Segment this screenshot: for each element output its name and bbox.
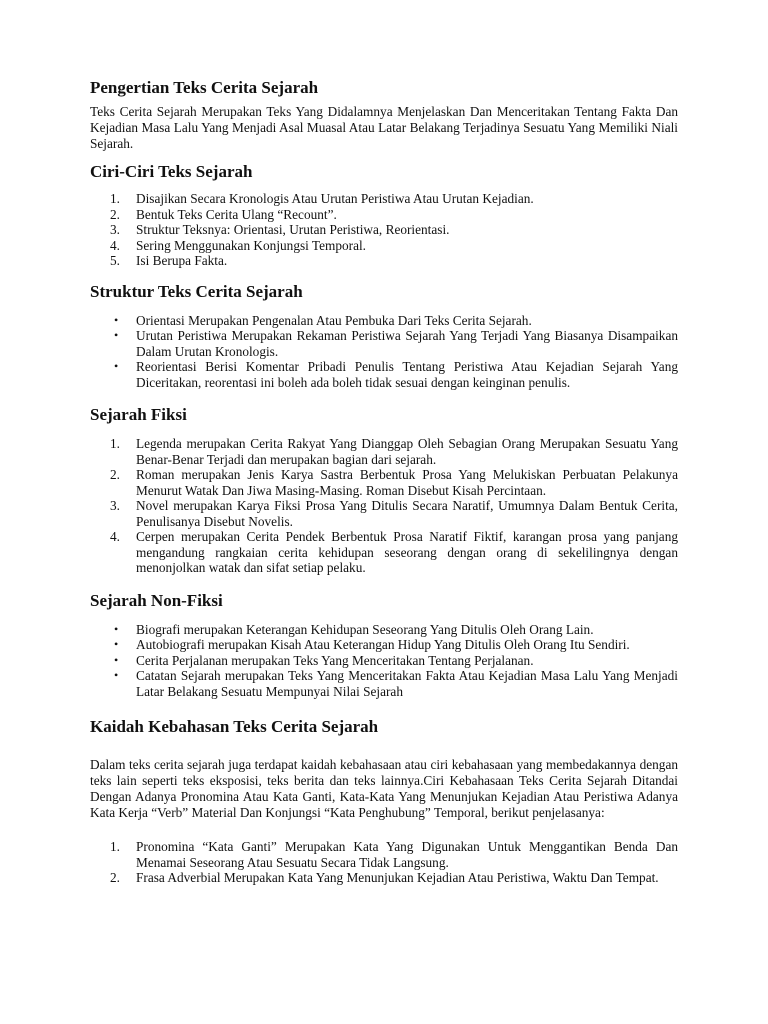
section-paragraph-kaidah-kebahasaan: Dalam teks cerita sejarah juga terdapat kaidah kebahasaan atau ciri kebahasaan yang membedakannya dengan teks lain seperti teks eksposisi, teks berita dan teks lainnya.Ciri Kebahasaan Teks Cerita Sejarah Ditandai Dengan Adanya Pronomina Atau Kata Ganti, Kata-Kata Yang Menunjukan Kejadian Atau Peristiwa Adanya Kata Kerja “Verb” Material Dan Konjungsi “Kata Penghubung” Temporal, berikut penjelasanya: bbox=[90, 757, 678, 820]
list-number: 3. bbox=[110, 498, 120, 513]
list-item bbox=[90, 839, 678, 870]
bullet-marker: • bbox=[114, 637, 119, 651]
list-number: 1. bbox=[110, 436, 120, 451]
list-number: 1. bbox=[110, 839, 120, 854]
bullet-marker: • bbox=[114, 621, 119, 636]
list-item-text: Disajikan Secara Kronologis Atau Urutan Peristiwa Atau Urutan Kejadian. bbox=[136, 191, 534, 206]
bullet-list-sejarah-non-fiksi bbox=[90, 622, 678, 700]
list-item-text: Sering Menggunakan Konjungsi Temporal. bbox=[136, 237, 367, 253]
section-title-struktur: Struktur Teks Cerita Sejarah bbox=[90, 281, 303, 301]
list-item-text: Orientasi Merupakan Pengenalan Atau Pembuka Dari Teks Cerita Sejarah. bbox=[136, 312, 532, 328]
bullet-marker: • bbox=[114, 652, 119, 667]
bullet-list-struktur bbox=[90, 313, 678, 391]
list-number: 2. bbox=[110, 870, 120, 885]
list-number: 3. bbox=[110, 222, 120, 237]
list-number: 2. bbox=[110, 467, 120, 482]
list-number: 4. bbox=[110, 237, 120, 253]
list-item-text: Struktur Teksnya: Orientasi, Urutan Peristiwa, Reorientasi. bbox=[136, 222, 450, 237]
list-item-text: Reorientasi Berisi Komentar Pribadi Penulis Tentang Peristiwa Atau Kejadian Sejarah Yang Diceritakan, reorentasi ini boleh ada boleh tidak sesuai dengan keinginan penulis. bbox=[136, 359, 678, 390]
list-number: 2. bbox=[110, 206, 120, 222]
section-title-kaidah-kebahasaan: Kaidah Kebahasan Teks Cerita Sejarah bbox=[90, 717, 379, 736]
numbered-list-sejarah-fiksi bbox=[90, 436, 678, 576]
list-item-text: Autobiografi merupakan Kisah Atau Keterangan Hidup Yang Ditulis Oleh Orang Itu Sendiri. bbox=[136, 637, 630, 652]
list-item-text: Pronomina “Kata Ganti” Merupakan Kata Yang Digunakan Untuk Menggantikan Benda Dan Menamai Seseorang Atau Sesuatu Secara Tidak Langsung. bbox=[136, 839, 678, 870]
bullet-marker: • bbox=[114, 328, 119, 342]
list-item-text: Isi Berupa Fakta. bbox=[136, 253, 228, 268]
list-item bbox=[90, 313, 678, 329]
list-item bbox=[90, 191, 678, 207]
section-paragraph-pengertian: Teks Cerita Sejarah Merupakan Teks Yang Didalamnya Menjelaskan Dan Menceritakan Tentang Fakta Dan Kejadian Masa Lalu Yang Menjadi Asal Muasal Atau Latar Belakang Terjadinya Sesuatu Yang Memiliki Niali Sejarah. bbox=[90, 104, 678, 151]
list-item bbox=[90, 467, 678, 498]
list-item bbox=[90, 359, 678, 390]
section-title-pengertian: Pengertian Teks Cerita Sejarah bbox=[90, 78, 319, 97]
list-item-text: Frasa Adverbial Merupakan Kata Yang Menunjukan Kejadian Atau Peristiwa, Waktu Dan Tempat. bbox=[136, 870, 659, 885]
list-item bbox=[90, 622, 678, 638]
list-item bbox=[90, 870, 678, 886]
document-content bbox=[90, 77, 678, 886]
list-item-text: Bentuk Teks Cerita Ulang “Recount”. bbox=[136, 206, 337, 222]
list-item bbox=[90, 207, 678, 223]
bullet-marker: • bbox=[114, 668, 119, 682]
list-item bbox=[90, 529, 678, 576]
list-item bbox=[90, 238, 678, 254]
list-item bbox=[90, 222, 678, 238]
list-item-text: Cerpen merupakan Cerita Pendek Berbentuk Prosa Naratif Fiktif, karangan prosa yang panjang mengandung rangkaian cerita kehidupan seseorang dengan orang di sekelilingnya dengan menonjolkan watak dan sifat setiap pelaku. bbox=[136, 529, 678, 575]
list-item-text: Roman merupakan Jenis Karya Sastra Berbentuk Prosa Yang Melukiskan Perbuatan Pelakunya Menurut Watak Dan Jiwa Masing-Masing. Roman Disebut Kisah Percintaan. bbox=[136, 467, 678, 498]
list-item bbox=[90, 498, 678, 529]
list-item-text: Novel merupakan Karya Fiksi Prosa Yang Ditulis Secara Naratif, Umumnya Dalam Bentuk Cerita, Penulisanya Disebut Novelis. bbox=[136, 498, 678, 529]
list-item-text: Urutan Peristiwa Merupakan Rekaman Peristiwa Sejarah Yang Terjadi Yang Biasanya Disampaikan Dalam Urutan Kronologis. bbox=[136, 328, 678, 359]
list-number: 1. bbox=[110, 191, 120, 206]
numbered-list-kaidah-kebahasaan bbox=[90, 839, 678, 886]
bullet-marker: • bbox=[114, 312, 119, 327]
list-item bbox=[90, 328, 678, 359]
bullet-marker: • bbox=[114, 359, 119, 373]
list-item-text: Legenda merupakan Cerita Rakyat Yang Dianggap Oleh Sebagian Orang Merupakan Sesuatu Yang Benar-Benar Terjadi dan merupakan bagian dari sejarah. bbox=[136, 436, 678, 467]
numbered-list-ciri-ciri bbox=[90, 191, 678, 269]
section-title-sejarah-fiksi: Sejarah Fiksi bbox=[90, 405, 187, 424]
list-item bbox=[90, 668, 678, 699]
list-item-text: Catatan Sejarah merupakan Teks Yang Menceritakan Fakta Atau Kejadian Masa Lalu Yang Menjadi Latar Belakang Sesuatu Mempunyai Nilai Sejarah bbox=[136, 668, 678, 699]
list-item-text: Cerita Perjalanan merupakan Teks Yang Menceritakan Tentang Perjalanan. bbox=[136, 652, 534, 668]
section-title-sejarah-non-fiksi: Sejarah Non-Fiksi bbox=[90, 590, 223, 610]
list-item-text: Biografi merupakan Keterangan Kehidupan Seseorang Yang Ditulis Oleh Orang Lain. bbox=[136, 621, 594, 637]
list-number: 4. bbox=[110, 529, 120, 544]
list-item bbox=[90, 637, 678, 653]
list-item bbox=[90, 253, 678, 269]
list-item bbox=[90, 436, 678, 467]
section-title-ciri-ciri: Ciri-Ciri Teks Sejarah bbox=[90, 162, 253, 181]
list-number: 5. bbox=[110, 253, 120, 268]
list-item bbox=[90, 653, 678, 669]
